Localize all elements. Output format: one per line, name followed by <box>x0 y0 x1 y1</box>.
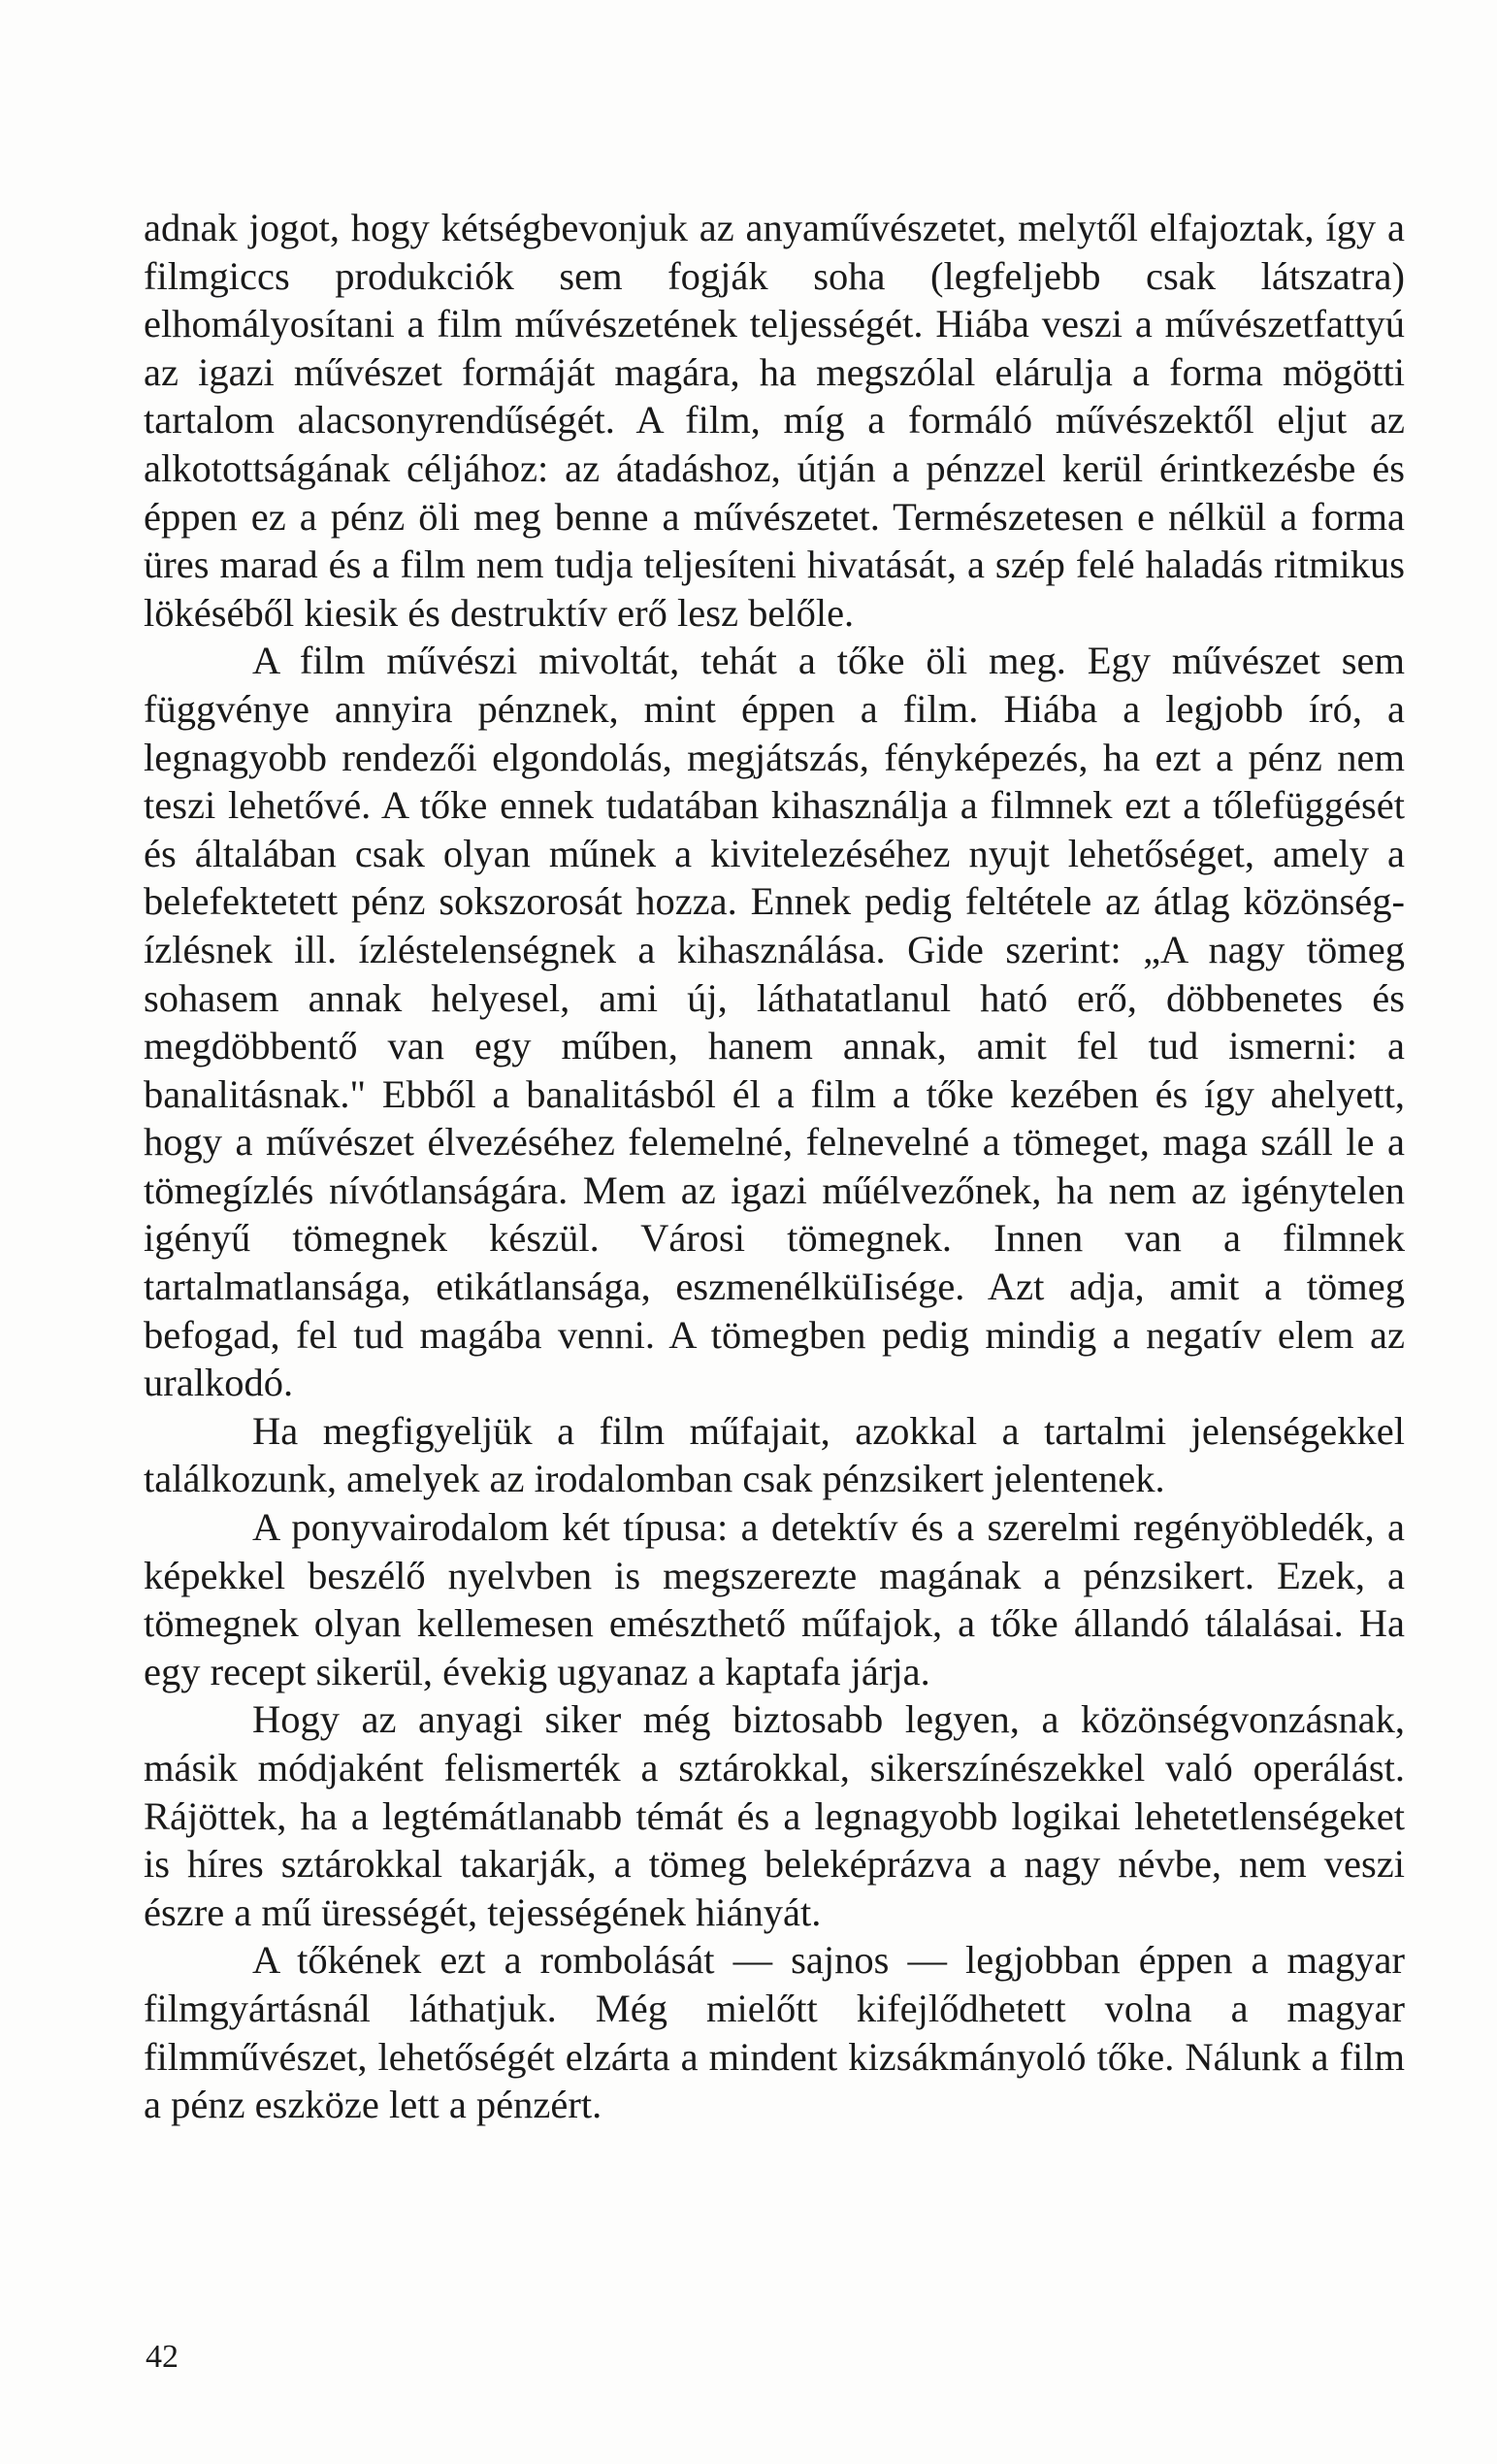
body-text <box>144 204 1405 2129</box>
paragraph-5: Hogy az anyagi siker még biztosabb legyen, a közönségvonzásnak, másik módjaként felismerték a sztárokkal, sikerszínészekkel való operálást. Rájöttek, ha a legtémátlanabb témát és a legnagyobb logikai lehetetlenségeket is híres sztárokkal takarják, a tömeg beleképrázva a nagy névbe, nem veszi észre a mű ürességét, tejességének hiányát. <box>144 1697 1405 1934</box>
paragraph-4: A ponyvairodalom két típusa: a detektív és a szerelmi regényöbledék, a képekkel beszélő nyelvben is megszerezte magának a pénzsikert. Ezek, a tömegnek olyan kellemesen emészthető műfajok, a tőke állandó tálalásai. Ha egy recept sikerül, évekig ugyanaz a kaptafa járja. <box>144 1505 1405 1693</box>
paragraph-3: Ha megfigyeljük a film műfajait, azokkal a tartalmi jelenségekkel találkozunk, amelyek az irodalomban csak pénzsikert jelentenek. <box>144 1408 1405 1501</box>
paragraph-6: A tőkének ezt a rombolását — sajnos — legjobban éppen a magyar filmgyártásnál láthatjuk. Még mielőtt kifejlődhetett volna a magyar filmművészet, lehetőségét elzárta a mindent kizsákmányoló tőke. Nálunk a film a pénz eszköze lett a pénzért. <box>144 1938 1405 2127</box>
paragraph-2: A film művészi mivoltát, tehát a tőke öli meg. Egy művészet sem függvénye annyira pénznek, mint éppen a film. Hiába a legjobb író, a legnagyobb rendezői elgondolás, megjátszás, fényképezés, ha ezt a pénz nem teszi lehetővé. A tőke ennek tudatában kihasználja a filmnek ezt a tőlefüggését és általában csak olyan műnek a kivitelezéséhez nyujt lehetőséget, amely a belefektetett pénz sokszorosát hozza. Ennek pedig feltétele az átlag közönség-ízlésnek ill. ízléstelenségnek a kihasználása. Gide szerint: „A nagy tömeg sohasem annak helyesel, ami új, láthatatlanul ható erő, döbbenetes és megdöbbentő van egy műben, hanem annak, amit fel tud ismerni: a banalitásnak." Ebből a banalitásból él a film a tőke kezében és így ahelyett, hogy a művészet élvezéséhez felemelné, felnevelné a tömeget, maga száll le a tömegízlés nívótlanságára. Mem az igazi műélvezőnek, ha nem az igénytelen igényű tömegnek készül. Városi tömegnek. Innen van a filmnek tartalmatlansága, etikátlansága, eszmenélküIisége. Azt adja, amit a tömeg befogad, fel tud magába venni. A tömegben pedig mindig a negatív elem az uralkodó. <box>144 639 1405 1405</box>
paragraph-1: adnak jogot, hogy kétségbevonjuk az anyaművészetet, melytől elfajoztak, így a filmgiccs produkciók sem fogják soha (legfeljebb csak látszatra) elhomályosítani a film művészetének teljességét. Hiába veszi a művészetfattyú az igazi művészet formáját magára, ha megszólal elárulja a forma mögötti tartalom alacsonyrendűségét. A film, míg a formáló művészektől eljut az alkotottságának céljához: az átadáshoz, útján a pénzzel kerül érintkezésbe és éppen ez a pénz öli meg benne a művészetet. Természetesen e nélkül a forma üres marad és a film nem tudja teljesíteni hivatását, a szép felé haladás ritmikus lökéséből kiesik és destruktív erő lesz belőle. <box>144 206 1405 635</box>
page-number: 42 <box>146 2339 179 2375</box>
